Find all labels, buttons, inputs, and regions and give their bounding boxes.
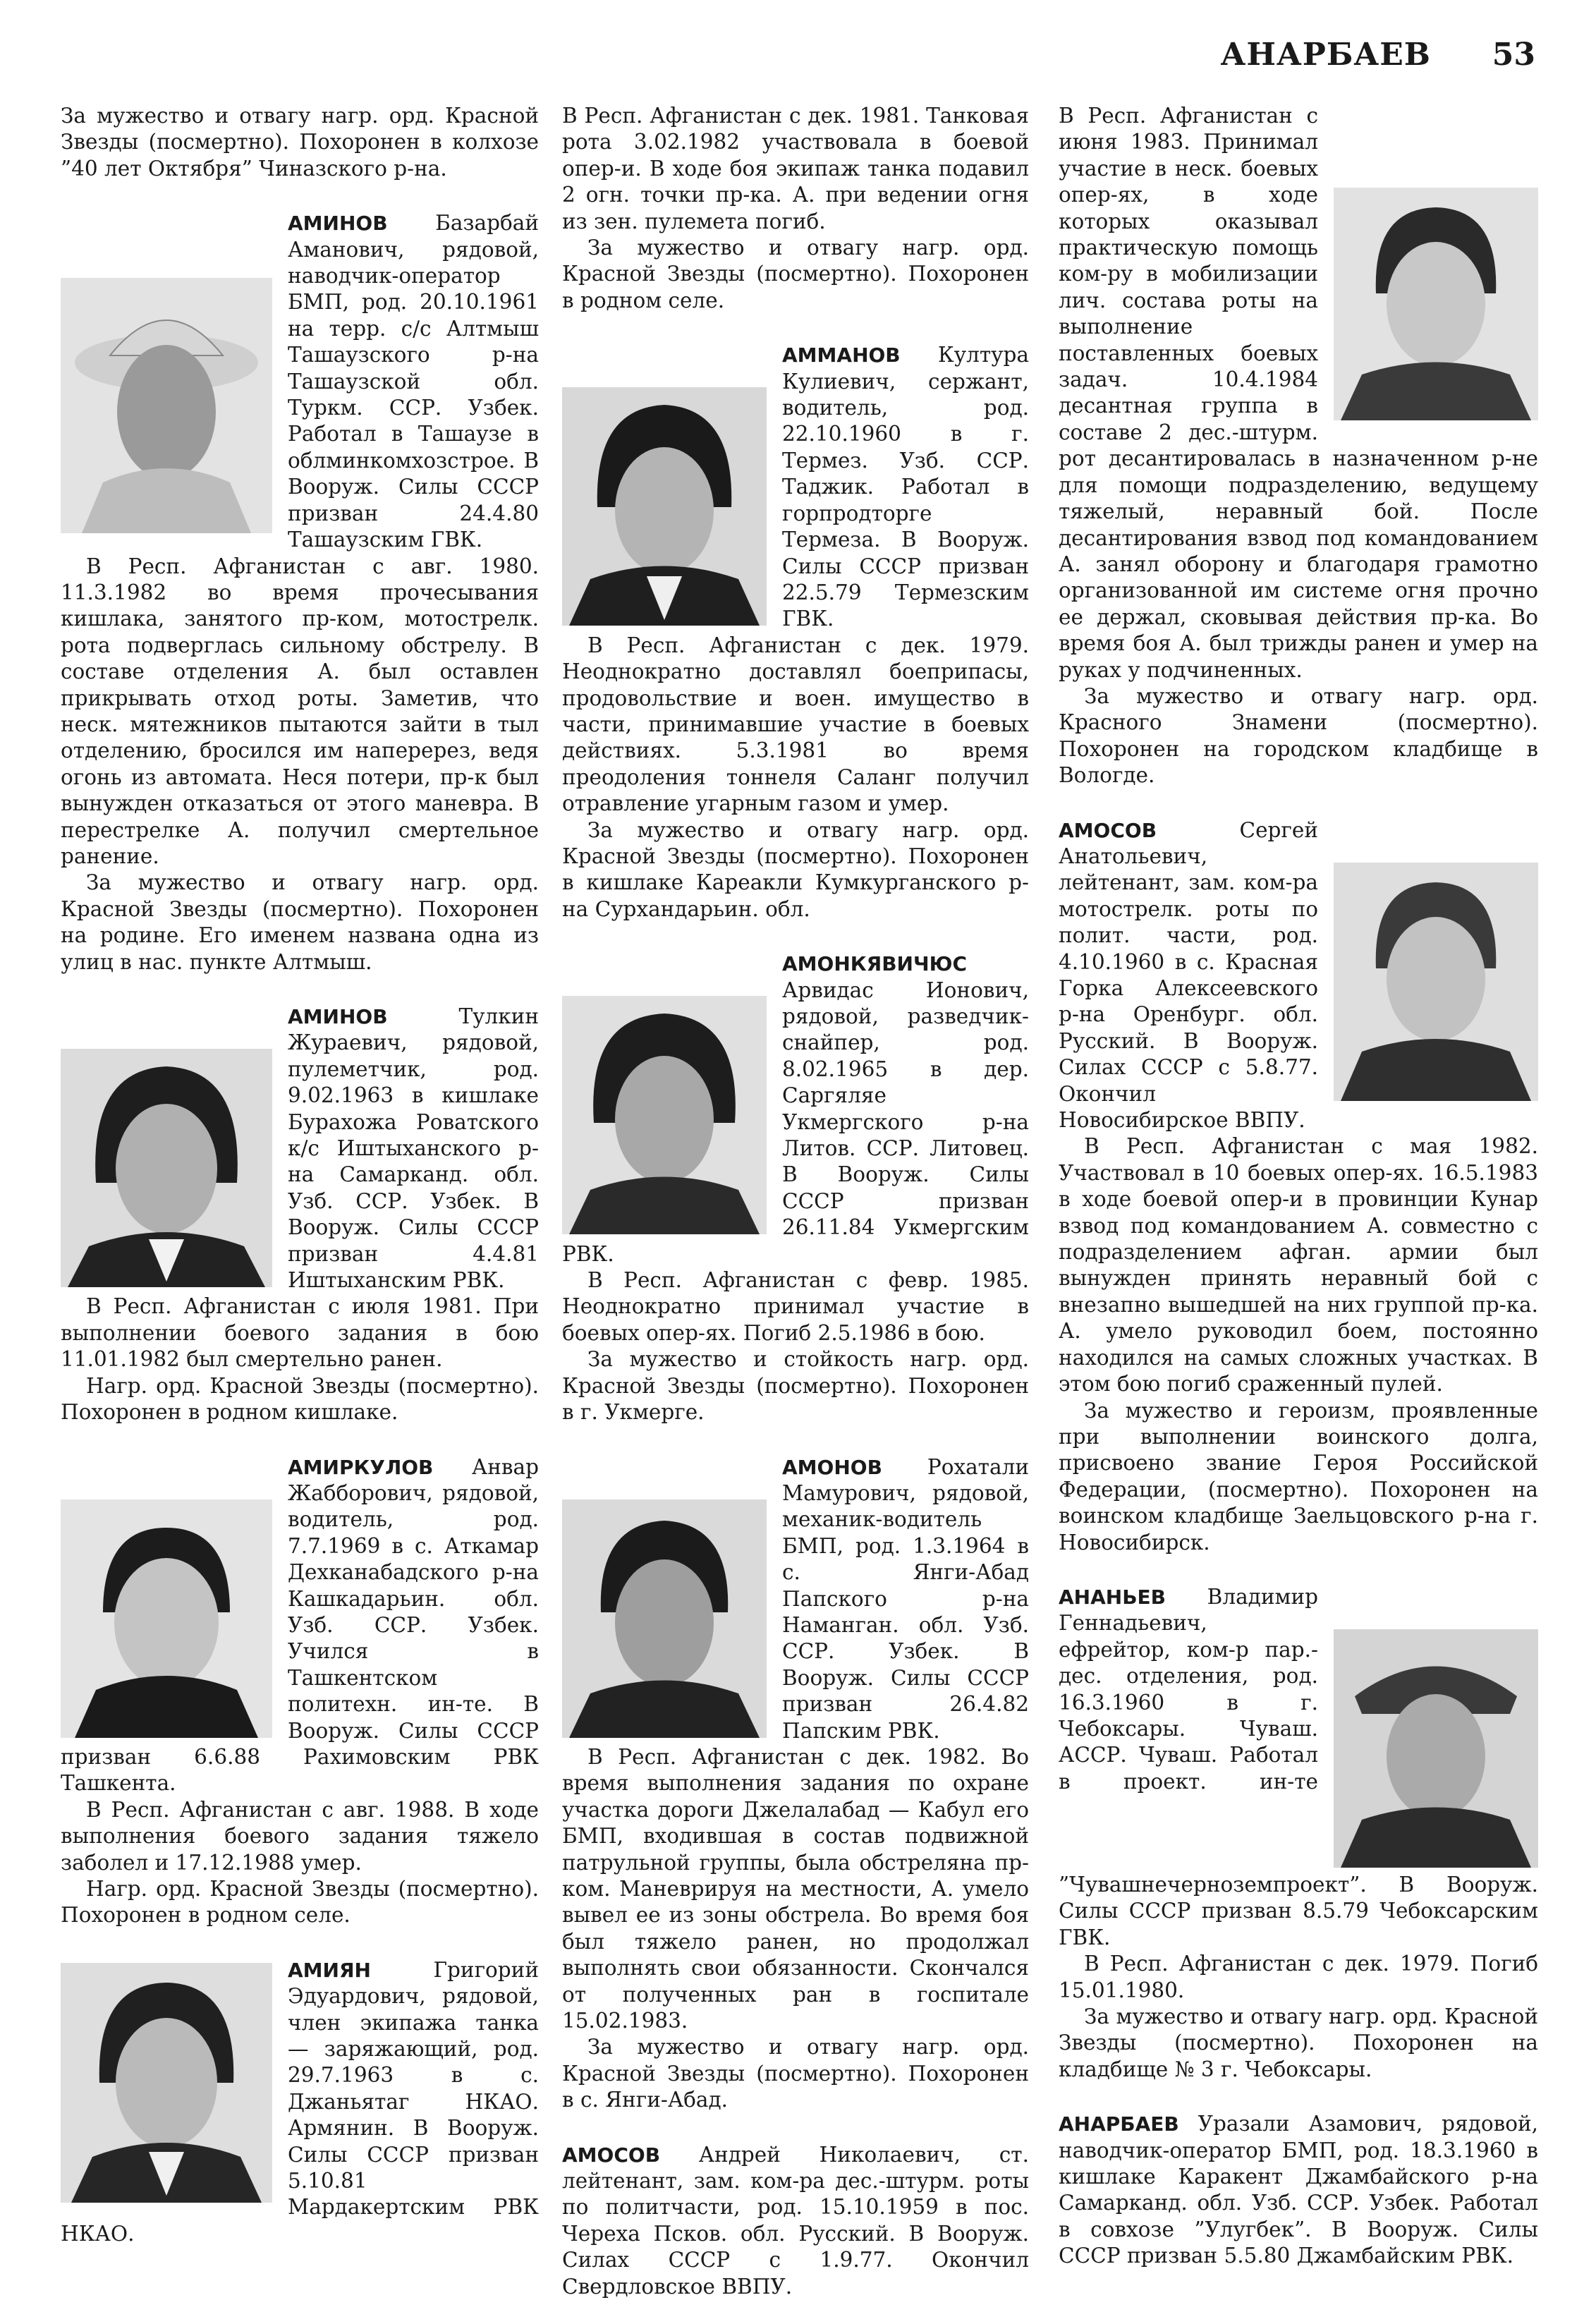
entry-award: За мужество и отвагу нагр. орд. Красного Знамени (посмертно). Похоронен на городском кладбище в Вологде.	[1059, 683, 1538, 788]
entry-bio-text: Григорий Эдуардович, рядовой, член экипажа танка — заряжающий, род. 29.7.1963 в с. Джаньятаг НКАО. Армянин. В Вооруж. Силы СССР призван 5.10.81 Мардакертским РВК НКАО.	[61, 1957, 539, 2246]
portrait-photo	[562, 1499, 767, 1738]
entry-surname: АМОСОВ	[1059, 818, 1157, 842]
entry-service: В Респ. Афганистан с авг. 1980. 11.3.1982 во время прочесывания кишлака, занятого пр-ком, мотострелк. рота подверглась сильному обстрелу. В составе отделения А. был оставлен прикрывать отход роты. Заметив, что неск. мятежников пытаются зайти в тыл отделению, бросился им наперерез, ведя огонь из автомата. Неся потери, пр-к был вынужден отказаться от этого маневра. В перестрелке А. получил смертельное ранение.	[61, 554, 539, 868]
entry-service-text: В Респ. Афганистан с июня 1983. Принимал участие в неск. боевых опер-ях, в ходе которых оказывал практическую помощь ком-ру в мобилизации лич. состава роты на выполнение поставленных боевых задач. 10.4.1984 десантная группа в составе 2 дес.-штурм. рот десантировалась в назначенном р-не для помощи подразделению, ведущему тяжелый, неравный бой. После десантирования взвод под командованием А. занял оборону и благодаря грамотно организованной им системе огня прочно ее держал, сковывая действия пр-ка. Во время боя А. был трижды ранен и умер на руках у подчиненных.	[1059, 104, 1538, 682]
entry-surname: АМОНКЯВИЧЮС	[782, 952, 968, 976]
entry-service: В Респ. Афганистан с авг. 1988. В ходе выполнения боевого задания тяжело заболел и 17.12.1988 умер.	[61, 1797, 539, 1875]
entry-amiyan	[61, 1957, 539, 2247]
entry-service: В Респ. Афганистан с дек. 1979. Погиб 15.01.1980.	[1059, 1952, 1538, 2002]
entry-continuation	[61, 103, 539, 182]
portrait-photo	[61, 1049, 272, 1287]
portrait-photo	[61, 278, 272, 533]
entry-surname: АМИЯН	[288, 1958, 371, 1982]
portrait-photo	[1334, 188, 1538, 420]
entry-bio	[1059, 817, 1538, 1134]
portrait-photo	[1334, 863, 1538, 1101]
entry-bio	[61, 1454, 539, 1797]
entry-continuation-text: За мужество и отвагу нагр. орд. Красной Звезды (посмертно). Похоронен в колхозе ”40 лет Октября” Чиназского р-на.	[61, 104, 539, 181]
entry-award: За мужество и героизм, проявленные при выполнении воинского долга, присвоено звание Героя Российской Федерации, (посмертно). Похоронен на воинском кладбище Заельцовского р-на г. Новосибирск.	[1059, 1398, 1538, 1554]
entry-award: Нагр. орд. Красной Звезды (посмертно). Похоронен в родном кишлаке.	[61, 1373, 539, 1425]
entry-award: За мужество и отвагу нагр. орд. Красной Звезды (посмертно). Похоронен в кишлаке Кареакли Кумкурганского р-на Сурхандарьин. обл.	[562, 817, 1029, 921]
entry-bio-text: Уразали Азамович, рядовой, наводчик-оператор БМП, род. 18.3.1960 в кишлаке Каракент Джамбайского р-на Самарканд. обл. Узб. ССР. Узбек. Работал в совхозе ”Улугбек”. В Вооруж. Силы СССР призван 5.5.80 Джамбайским РВК.	[1059, 2112, 1538, 2268]
portrait-photo	[1334, 1629, 1538, 1868]
entry-surname: АМИНОВ	[288, 212, 388, 236]
entry-bio-text: Сергей Анатольевич, лейтенант, зам. ком-ра мотострелк. роты по полит. части, род. 4.10.1960 в с. Красная Горка Алексеевского р-на Оренбург. обл. Русский. В Вооруж. Силах СССР с 5.8.77. Окончил Новосибирское ВВПУ.	[1059, 817, 1318, 1133]
entry-award: За мужество и отвагу нагр. орд. Красной Звезды (посмертно). Похоронен в с. Янги-Абад.	[562, 2035, 1029, 2112]
entry-bio-text: Тулкин Жураевич, рядовой, пулеметчик, род. 9.02.1963 в кишлаке Бурахожа Роватского к/с Иштыханского р-на Самарканд. обл. Узб. ССР. Узбек. В Вооруж. Силы СССР призван 4.4.81 Иштыханским РВК.	[288, 1004, 539, 1293]
entry-ananyev	[1059, 1584, 1538, 2083]
entry-amirkulov	[61, 1454, 539, 1929]
portrait-photo	[562, 387, 767, 626]
entry-bio	[562, 342, 1029, 632]
entry-bio-text: Андрей Николаевич, ст. лейтенант, зам. ком-ра дес.-штурм. роты по политчасти, род. 15.10.1959 в пос. Череха Псков. обл. Русский. В Вооруж. Силах СССР с 1.9.77. Окончил Свердловское ВВПУ.	[562, 2142, 1029, 2299]
entry-surname: АМОСОВ	[562, 2143, 661, 2167]
entry-bio	[1059, 2111, 1538, 2269]
entry-bio	[61, 1004, 539, 1294]
entry-bio	[562, 2142, 1029, 2300]
entry-amosov-andrei-cont	[1059, 103, 1538, 789]
entry-surname: АММАНОВ	[782, 343, 901, 367]
entry-amonov	[562, 1454, 1029, 2114]
entry-aminov-bazarbai	[61, 210, 539, 975]
entry-anarbaev	[1059, 2111, 1538, 2269]
page-number: 53	[1492, 37, 1535, 73]
entry-surname: АМОНОВ	[782, 1455, 882, 1479]
entry-bio-text: Базарбай Аманович, рядовой, наводчик-оператор БМП, род. 20.10.1961 на терр. с/с Алтмыш Ташаузского р-на Ташаузской обл. Туркм. ССР. Узбек. Работал в Ташаузе в облминкомхозстрое. В Вооруж. Силы СССР призван 24.4.80 Ташаузским ГВК.	[288, 211, 539, 552]
column-1	[61, 103, 539, 2247]
entry-surname: АНАНЬЕВ	[1059, 1585, 1166, 1609]
entry-bio-text: Рохатали Мамурович, рядовой, механик-водитель БМП, род. 1.3.1964 в с. Янги-Абад Папского р-на Наманган. обл. Узб. ССР. Узбек. В Вооруж. Силы СССР призван 26.4.82 Папским РВК.	[782, 1454, 1029, 1743]
entry-award: За мужество и отвагу нагр. орд. Красной Звезды (посмертно). Похоронен на родине. Его именем названа одна из улиц в нас. пункте Алтмыш.	[61, 870, 539, 974]
entry-bio	[562, 951, 1029, 1267]
entry-amosov-andrei	[562, 2142, 1029, 2300]
entry-bio	[61, 1957, 539, 2247]
entry-bio-text: Арвидас Ионович, рядовой, разведчик-снайпер, род. 8.02.1965 в дер. Саргяляе Укмергского р-на Литов. ССР. Литовец. В Вооруж. Силы СССР призван 26.11.84 Укмергским РВК.	[562, 978, 1029, 1266]
entry-surname: АМИРКУЛОВ	[288, 1455, 434, 1479]
entry-service: В Респ. Афганистан с февр. 1985. Неоднократно принимал участие в боевых опер-ях. Погиб 2.5.1986 в бою.	[562, 1268, 1029, 1345]
entry-service: В Респ. Афганистан с июля 1981. При выполнении боевого задания в бою 11.01.1982 был смертельно ранен.	[61, 1294, 539, 1372]
entry-surname: АМИНОВ	[288, 1005, 388, 1028]
entry-service: В Респ. Афганистан с дек. 1982. Во время выполнения задания по охране участка дороги Джелалабад — Кабул его БМП, входившая в состав подвижной патрульной группы, была обстреляна пр-ком. Маневрируя на местности, А. умело вывел ее из зоны обстрела. Во время боя был тяжело ранен, но продолжал выполнять свои обязанности. Скончался от полученных ран в госпитале 15.02.1983.	[562, 1744, 1029, 2033]
portrait-photo	[562, 996, 767, 1234]
entry-award: За мужество и стойкость нагр. орд. Красной Звезды (посмертно). Похоронен в г. Укмерге.	[562, 1347, 1029, 1425]
entry-bio-text: Владимир Геннадьевич, ефрейтор, ком-р пар.-дес. отделения, род. 16.3.1960 в г. Чебоксары. Чуваш. АССР. Чуваш. Работал в проект. ин-те ”Чувашнечерноземпроект”. В Вооруж. Силы СССР призван 8.5.79 Чебоксарским ГВК.	[1059, 1584, 1538, 1949]
entry-service: В Респ. Афганистан с мая 1982. Участвовал в 10 боевых опер-ях. 16.5.1983 в ходе боевой опер-и в провинции Кунар взвод под командованием А. совместно с подразделением афган. армии был вынужден принять неравный бой с внезапно вышедшей на них группой пр-ка. А. умело руководил боем, постоянно находился на самых сложных участках. В этом бою погиб сраженный пулей.	[1059, 1134, 1538, 1397]
entry-ammanov	[562, 342, 1029, 923]
entry-bio	[61, 210, 539, 553]
portrait-photo	[61, 1499, 272, 1738]
entry-service	[1059, 103, 1538, 683]
entry-amonkyavichyus	[562, 951, 1029, 1425]
entry-surname: АНАРБАЕВ	[1059, 2112, 1179, 2136]
entry-amiyan-cont	[562, 103, 1029, 314]
entry-amosov-sergei	[1059, 817, 1538, 1556]
entry-award: Нагр. орд. Красной Звезды (посмертно). Похоронен в родном селе.	[61, 1877, 539, 1928]
entry-bio	[1059, 1584, 1538, 1951]
entry-bio	[562, 1454, 1029, 1744]
entry-award: За мужество и отвагу нагр. орд. Красной Звезды (посмертно). Похоронен в родном селе.	[562, 236, 1029, 312]
entry-bio-text: Анвар Жабборович, рядовой, водитель, род. 7.7.1969 в с. Аткамар Дехканабадского р-на Кашкадарьин. обл. Узб. ССР. Узбек. Учился в Ташкентском политехн. ин-те. В Вооруж. Силы СССР призван 6.6.88 Рахимовским РВК Ташкента.	[61, 1454, 539, 1796]
entry-aminov-tulkin	[61, 1004, 539, 1426]
entry-service: В Респ. Афганистан с дек. 1981. Танковая рота 3.02.1982 участвовала в боевой опер-и. В ходе боя экипаж танка подавил 2 огн. точки пр-ка. А. при ведении огня из зен. пулемета погиб.	[562, 104, 1029, 233]
entry-award: За мужество и отвагу нагр. орд. Красной Звезды (посмертно). Похоронен на кладбище № 3 г. Чебоксары.	[1059, 2004, 1538, 2081]
running-title: АНАРБАЕВ	[1220, 37, 1431, 73]
column-2	[562, 103, 1029, 2300]
portrait-photo	[61, 1963, 272, 2203]
entry-service: В Респ. Афганистан с дек. 1979. Неоднократно доставлял боеприпасы, продовольствие и воен. имущество в части, принимавшие участие в боевых действиях. 5.3.1981 во время преодоления тоннеля Саланг получил отравление угарным газом и умер.	[562, 633, 1029, 816]
entry-bio-text: Култура Кулиевич, сержант, водитель, род. 22.10.1960 в г. Термез. Узб. ССР. Таджик. Работал в горпродторге Термеза. В Вооруж. Силы СССР призван 22.5.79 Термезским ГВК.	[782, 343, 1029, 631]
column-3	[1059, 103, 1538, 2270]
